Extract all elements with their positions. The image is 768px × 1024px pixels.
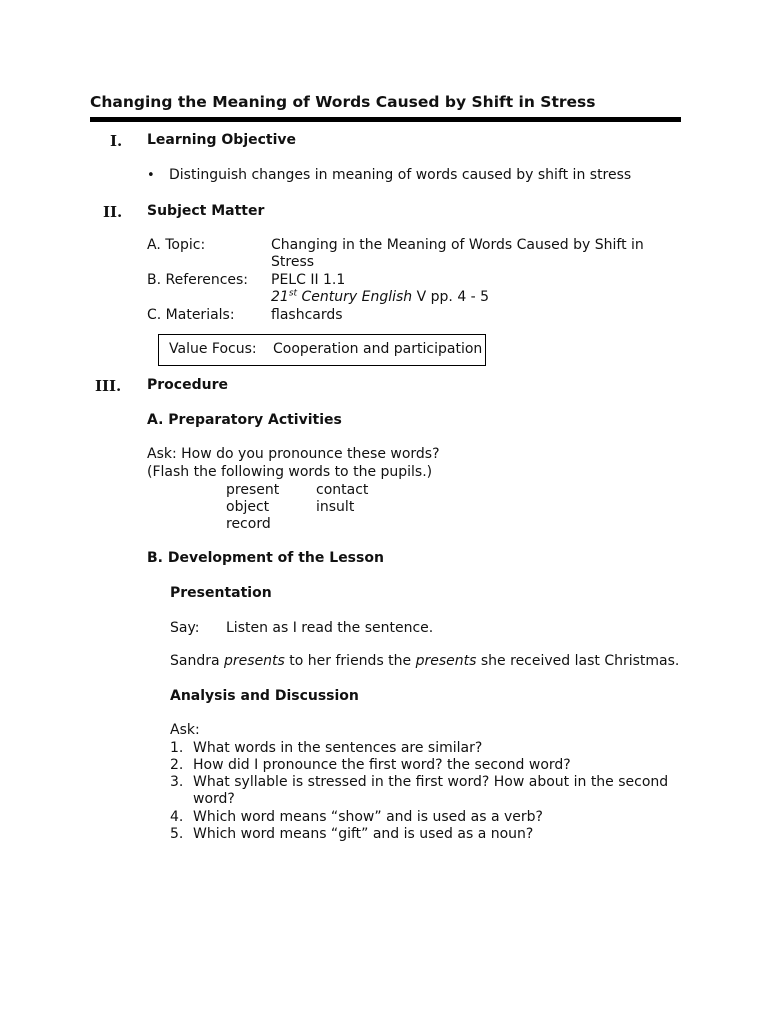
question-text: What words in the sentences are similar? (193, 740, 483, 756)
question-text-continued: word? (193, 791, 235, 807)
book-number: 21 (271, 289, 289, 305)
question-number: 5. (170, 826, 184, 842)
references-value-line2 (271, 289, 489, 305)
word-item: object (226, 499, 270, 515)
book-title: Century English (297, 289, 413, 305)
book-pages: V pp. 4 - 5 (412, 289, 490, 305)
value-focus-text: Cooperation and participation (273, 341, 483, 357)
question-number: 3. (170, 774, 184, 790)
section-1-numeral: I. (110, 132, 123, 150)
book-number-suffix: st (288, 288, 298, 299)
word-item: contact (316, 482, 369, 498)
analysis-heading: Analysis and Discussion (170, 688, 359, 704)
objective-text: Distinguish changes in meaning of words caused by shift in stress (169, 167, 632, 183)
question-text: Which word means “gift” and is used as a noun? (193, 826, 534, 842)
references-label: B. References: (147, 272, 249, 288)
section-1-heading: Learning Objective (147, 132, 297, 148)
question-number: 2. (170, 757, 184, 773)
materials-label: C. Materials: (147, 307, 235, 323)
question-text: Which word means “show” and is used as a verb? (193, 809, 543, 825)
development-heading: B. Development of the Lesson (147, 550, 384, 566)
ask-pronounce-line: Ask: How do you pronounce these words? (147, 446, 440, 462)
topic-label: A. Topic: (147, 237, 206, 253)
question-number: 4. (170, 809, 184, 825)
section-3-numeral: III. (95, 377, 122, 395)
topic-value-line2: Stress (271, 254, 315, 270)
presentation-heading: Presentation (170, 585, 272, 601)
section-2-numeral: II. (103, 203, 123, 221)
value-focus-label: Value Focus: (169, 341, 257, 357)
title-rule (90, 117, 681, 122)
flash-instruction: (Flash the following words to the pupils.) (147, 464, 433, 480)
question-text: What syllable is stressed in the first word? How about in the second (193, 774, 669, 790)
sentence-verb-word: presents (224, 653, 285, 669)
sentence-part: Sandra (170, 653, 225, 669)
bullet-icon: • (147, 168, 155, 183)
ask-label: Ask: (170, 722, 200, 738)
sentence-noun-word: presents (415, 653, 477, 669)
references-value-line1: PELC II 1.1 (271, 272, 346, 288)
materials-value: flashcards (271, 307, 343, 323)
word-item: record (226, 516, 271, 532)
say-text: Listen as I read the sentence. (226, 620, 434, 636)
say-label: Say: (170, 620, 200, 636)
section-2-heading: Subject Matter (147, 203, 265, 219)
word-item: insult (316, 499, 355, 515)
topic-value-line1: Changing in the Meaning of Words Caused by Shift in (271, 237, 644, 253)
question-text: How did I pronounce the first word? the second word? (193, 757, 571, 773)
example-sentence (170, 653, 679, 669)
sentence-part: she received last Christmas. (476, 653, 680, 669)
word-item: present (226, 482, 280, 498)
sentence-part: to her friends the (284, 653, 416, 669)
document-title: Changing the Meaning of Words Caused by Shift in Stress (90, 93, 596, 111)
preparatory-heading: A. Preparatory Activities (147, 412, 342, 428)
section-3-heading: Procedure (147, 377, 228, 393)
question-number: 1. (170, 740, 184, 756)
